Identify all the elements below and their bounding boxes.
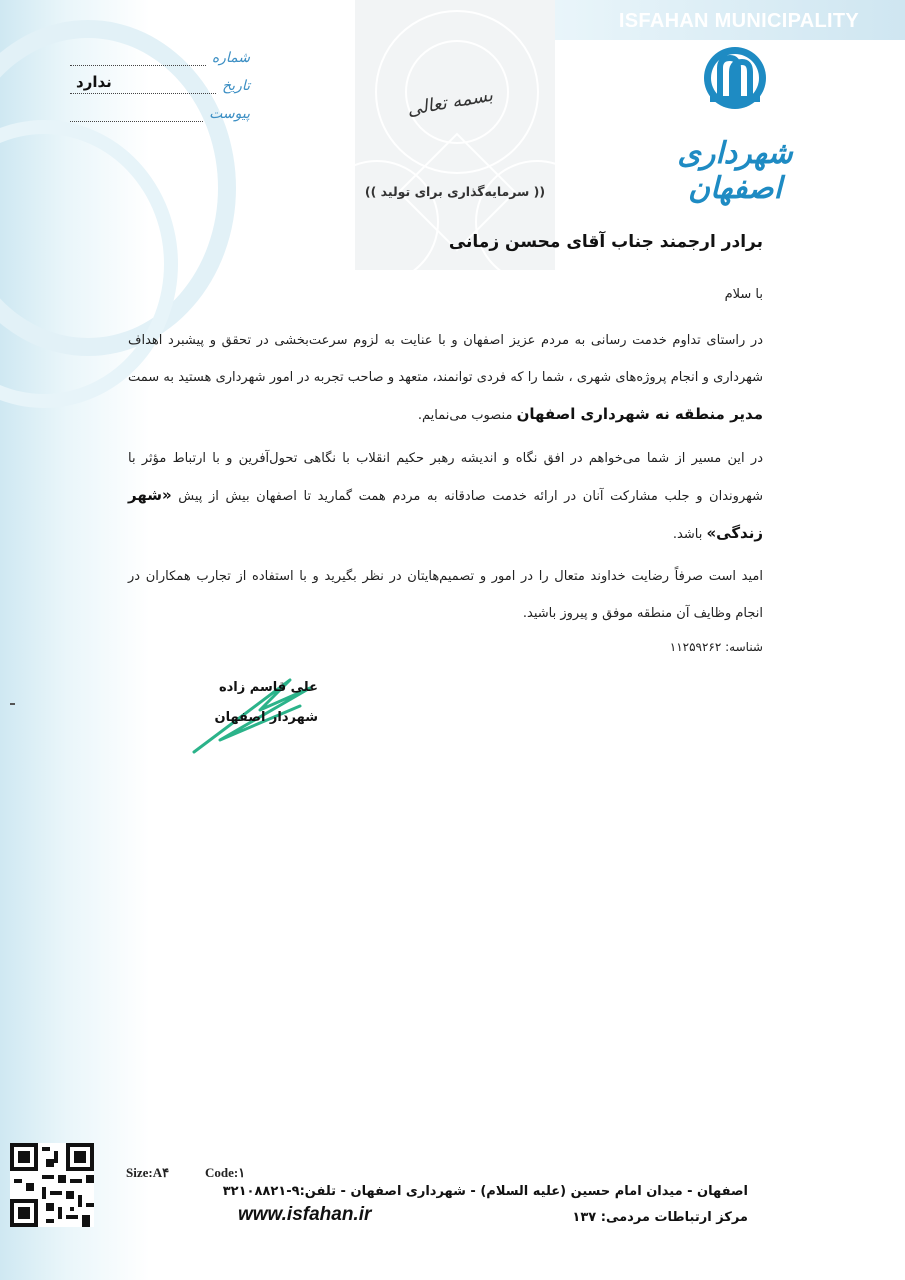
footer-address: اصفهان - میدان امام حسین (علیه السلام) - شهرداری اصفهان - تلفن:۹-۳۲۱۰۸۸۲۱ [222,1184,748,1199]
number-label: شماره [211,50,250,66]
paragraph-text: باشد. [672,527,707,542]
qr-code-icon [10,1143,94,1227]
date-label: تاریخ [222,78,250,94]
paragraph-text: در راستای تداوم خدمت رسانی به مردم عزیز اصفهان و با عنایت به لزوم سرعت‌بخشی در تحقق و پیشبرد اهداف شهرداری و انجام پروژه‌های شهری ، شما را که فردی توانمند، متعهد و صاحب تجربه در امور شهرداری هستید به سمت [128,333,763,385]
municipality-logo [640,40,830,206]
year-slogan: (( سرمایه‌گذاری برای تولید )) [364,184,546,199]
logo-title: شهرداری اصفهان [677,136,793,206]
margin-mark [10,703,15,705]
document-id: شناسه: ۱۱۲۵۹۲۶۲ [669,640,763,654]
paragraph-closing: امید است صرفاً رضایت خداوند متعال را در امور و تصمیم‌هایتان در نظر بگیرید و با استفاده از تجارب همکاران در انجام وظایف آن منطقه موفق و پیروز باشید. [128,569,763,621]
meta-attachment-row [70,94,250,122]
attachment-line [70,105,203,122]
footer-website-link[interactable]: www.isfahan.ir [238,1204,372,1225]
meta-number-row [70,38,250,66]
top-header-band [555,0,905,40]
greeting: با سلام [724,287,763,302]
signature-block [190,670,330,760]
paragraph-appointment [128,322,763,434]
date-value: ندارد [76,73,112,91]
basmala: بسمه تعالی [405,84,495,121]
attachment-label: پیوست [209,106,250,122]
islamic-ornament-panel [355,0,555,270]
paragraph-text: منصوب می‌نمایم. [417,408,517,423]
paper-size: Size:A۴ [126,1165,170,1180]
appointment-position: مدیر منطقه نه شهرداری اصفهان [516,405,763,423]
number-line [70,49,206,66]
signer-name: علی قاسم زاده [218,680,318,695]
addressee: برادر ارجمند جناب آقای محسن زمانی [448,232,763,252]
city-of-life-phrase: «شهر زندگی» [128,486,763,542]
letter-meta-fields [70,38,250,122]
qr-code [10,1143,94,1227]
paragraph-guidance [128,440,763,553]
form-code: Code:۱ [205,1165,246,1180]
paragraph-text: در این مسیر از شما می‌خواهم در افق نگاه و اندیشه رهبر حکیم انقلاب با نگاهی تحول‌آفرین و با ارتباط مؤثر با شهروندان و جلب مشارکت آنان در ارائه خدمت صادقانه به مردم همت گمارید تا اصفهان بیش از پیش [128,451,763,504]
signer-title: شهردار اصفهان [214,710,318,725]
footer-public-relations: مرکز ارتباطات مردمی: ۱۳۷ [572,1210,748,1225]
meta-date-row [70,66,250,94]
municipality-english-title: ISFAHAN MUNICIPALITY [618,10,859,32]
date-line [70,73,216,94]
municipality-emblem-icon [640,40,830,136]
